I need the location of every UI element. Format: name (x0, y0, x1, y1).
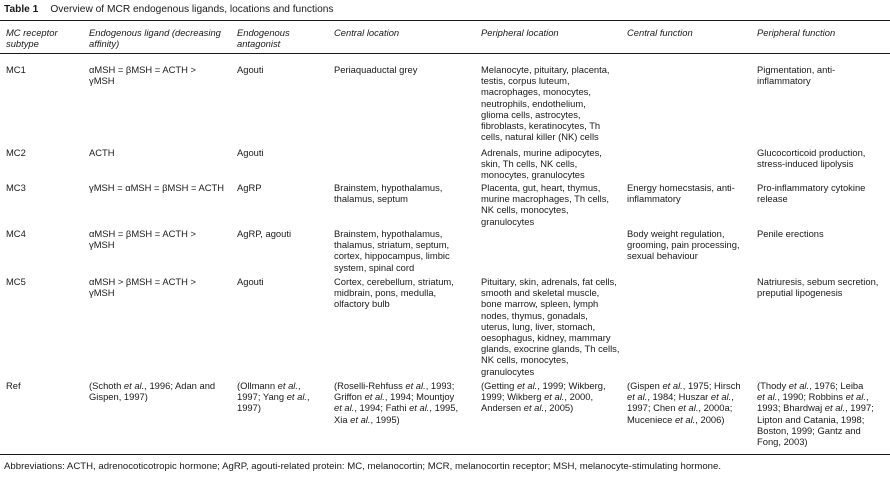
header-antagonist (237, 27, 290, 49)
cell-line: granulocytes (481, 365, 535, 377)
cell-line: Lipton and Catania, 1998; (757, 413, 865, 425)
cell-line: MC1 (6, 64, 26, 75)
cell-receptor (6, 64, 26, 75)
cell-ligand (89, 182, 224, 193)
header-central-location (334, 27, 399, 38)
cell-line: Xia et al., 1995) (334, 413, 400, 425)
cell-line: Endogenous ligand (decreasing (89, 27, 221, 38)
header-central-function (627, 27, 693, 38)
cell-line: γMSH (89, 75, 115, 87)
cell-antagonist (237, 276, 264, 287)
cell-peripheral-location (481, 276, 619, 377)
cell-line: Penile erections (757, 228, 824, 239)
cell-line: Melanocyte, pituitary, placenta, (481, 64, 610, 75)
cell-peripheral-location (481, 380, 606, 414)
cell-line: grooming, pain processing, (627, 239, 740, 251)
cell-peripheral-location (481, 147, 602, 181)
header-rule (0, 53, 890, 54)
cell-line: glioma cells, astrocytes, (481, 108, 581, 120)
cell-peripheral-function (757, 228, 824, 239)
cell-antagonist (237, 228, 291, 239)
header-peripheral-location (481, 27, 559, 38)
cell-central-location (334, 64, 417, 75)
cell-line: et al., 1994; Fathi et al., 1995, (334, 402, 459, 414)
cell-receptor (6, 228, 26, 239)
cell-line: Brainstem, hypothalamus, (334, 182, 443, 193)
cell-line: nodes, thymus, gonadals, (481, 309, 588, 321)
cell-line: granulocytes (481, 215, 535, 227)
cell-receptor (6, 182, 26, 193)
cell-line: midbrain, pons, medulla, (334, 287, 437, 299)
cell-line: fibroblasts, keratinocytes, Th (481, 120, 601, 132)
cell-ligand (89, 380, 215, 402)
cell-line: (Ollmann et al., (237, 380, 301, 391)
cell-line: inflammatory (627, 193, 681, 205)
header-receptor (6, 27, 58, 49)
cell-line: 1997; Chen et al., 2000a; (627, 402, 733, 414)
cell-receptor (6, 380, 21, 391)
cell-line: stress-induced lipolysis (757, 158, 854, 170)
header-peripheral-function (757, 27, 835, 38)
cell-line: macrophages, monocytes, (481, 86, 591, 98)
cell-peripheral-function (757, 147, 865, 169)
cell-line: MC3 (6, 182, 26, 193)
cell-line: antagonist (237, 38, 281, 50)
cell-line: release (757, 193, 788, 205)
cell-line: (Schoth et al., 1996; Adan and (89, 380, 216, 391)
cell-peripheral-location (481, 64, 610, 142)
table-footnote: Abbreviations: ACTH, adrenocoticotropic hormone; AgRP, agouti-related protein: MC, melanocortin; MCR, melanocortin receptor; MSH, melanocyte-stimulating hormone. (4, 461, 722, 472)
cell-line: skin, Th cells, NK cells, (481, 158, 578, 170)
cell-ligand (89, 147, 115, 158)
cell-line: Gispen, 1997) (89, 391, 148, 403)
cell-line: Pigmentation, anti- (757, 64, 836, 75)
cell-line: bone marrow, spleen, lymph (481, 298, 599, 310)
cell-line: Pituitary, skin, adrenals, fat cells, (481, 276, 617, 287)
cell-line: Andersen et al., 2005) (481, 402, 574, 414)
cell-line: Endogenous (237, 27, 290, 38)
cell-line: Glucocorticoid production, (757, 147, 866, 158)
cell-line: MC5 (6, 276, 26, 287)
cell-line: γMSH (89, 239, 115, 251)
cell-line: et al., 1990; Robbins et al., (757, 391, 869, 403)
cell-ligand (89, 64, 196, 86)
bottom-rule (0, 454, 890, 455)
cell-line: Body weight regulation, (627, 228, 725, 239)
cell-line: NK cells, monocytes, (481, 354, 569, 366)
cell-line: thalamus, striatum, septum, (334, 239, 450, 251)
cell-antagonist (237, 147, 264, 158)
cell-line: cortex, hippocampus, limbic (334, 250, 450, 262)
table-number: Table 1 (4, 4, 39, 15)
cell-line: 1999; Wikberg et al., 2000, (481, 391, 594, 403)
cell-line: αMSH > βMSH = ACTH > (89, 276, 196, 287)
cell-line: neutrophils, endothelium, (481, 97, 586, 109)
cell-line: Agouti (237, 276, 264, 287)
cell-line: MC receptor (6, 27, 58, 38)
cell-peripheral-function (757, 182, 865, 204)
cell-peripheral-function (757, 276, 878, 298)
cell-line: affinity) (89, 38, 120, 50)
cell-line: Central location (334, 27, 400, 38)
cell-line: thalamus, septum (334, 193, 408, 205)
cell-line: Agouti (237, 147, 264, 158)
cell-line: uterus, lung, liver, stomach, (481, 320, 596, 332)
cell-line: 1997; Yang et al., (237, 391, 310, 403)
header-ligand (89, 27, 221, 49)
cell-line: 1993; Bhardwaj et al., 1997; (757, 402, 874, 414)
cell-antagonist (237, 380, 310, 414)
cell-central-function (627, 380, 741, 425)
cell-antagonist (237, 64, 264, 75)
table-caption (4, 4, 334, 15)
cell-line: Cortex, cerebellum, striatum, (334, 276, 454, 287)
cell-line: (Roselli-Rehfuss et al., 1993; (334, 380, 455, 391)
cell-ligand (89, 228, 196, 250)
cell-line: AgRP, agouti (237, 228, 292, 239)
cell-line: subtype (6, 38, 39, 50)
cell-line: olfactory bulb (334, 298, 390, 310)
cell-line: Periaquaductal grey (334, 64, 418, 75)
cell-line: testis, corpus luteum, (481, 75, 570, 87)
cell-receptor (6, 276, 26, 287)
cell-line: Natriuresis, sebum secretion, (757, 276, 879, 287)
cell-peripheral-location (481, 182, 609, 227)
cell-line: Peripheral function (757, 27, 836, 38)
cell-line: ACTH (89, 147, 115, 158)
cell-line: 1997) (237, 402, 261, 414)
cell-ligand (89, 276, 196, 298)
cell-line: NK cells, monocytes, (481, 204, 569, 216)
cell-peripheral-function (757, 380, 874, 447)
table-title: Overview of MCR endogenous ligands, locations and functions (50, 4, 334, 15)
cell-central-location (334, 276, 454, 310)
cell-line: Brainstem, hypothalamus, (334, 228, 443, 239)
cell-line: cells, natural killer (NK) cells (481, 131, 599, 143)
cell-line: AgRP (237, 182, 262, 193)
cell-line: Adrenals, murine adipocytes, (481, 147, 602, 158)
cell-line: MC4 (6, 228, 26, 239)
cell-line: oesophagus, kidney, mammary (481, 332, 611, 344)
cell-line: glands, exocrine glands, Th cells, (481, 343, 620, 355)
cell-line: monocytes, granulocytes (481, 169, 585, 181)
cell-line: αMSH = βMSH = ACTH > (89, 64, 196, 75)
cell-central-function (627, 228, 740, 262)
cell-line: Griffon et al., 1994; Mountjoy (334, 391, 455, 403)
cell-line: Fong, 2003) (757, 436, 808, 448)
cell-line: γMSH (89, 287, 115, 299)
cell-central-function (627, 182, 735, 204)
cell-line: Placenta, gut, heart, thymus, (481, 182, 601, 193)
cell-line: murine macrophages, Th cells, (481, 193, 610, 205)
cell-line: Energy homecstasis, anti- (627, 182, 735, 193)
cell-line: αMSH = βMSH = ACTH > (89, 228, 196, 239)
cell-line: sexual behaviour (627, 250, 698, 262)
cell-line: Agouti (237, 64, 264, 75)
cell-receptor (6, 147, 26, 158)
cell-line: Ref (6, 380, 21, 391)
cell-line: Peripheral location (481, 27, 559, 38)
cell-line: (Gispen et al., 1975; Hirsch (627, 380, 741, 391)
cell-line: Muceniece et al., 2006) (627, 413, 725, 425)
cell-line: smooth and skeletal muscle, (481, 287, 600, 299)
cell-line: system, spinal cord (334, 261, 415, 273)
cell-line: inflammatory (757, 75, 811, 87)
cell-central-location (334, 380, 458, 425)
cell-line: MC2 (6, 147, 26, 158)
cell-line: preputial lipogenesis (757, 287, 843, 299)
cell-line: Pro-inflammatory cytokine (757, 182, 866, 193)
cell-central-location (334, 182, 442, 204)
cell-line: et al., 1984; Huszar et al., (627, 391, 734, 403)
cell-antagonist (237, 182, 262, 193)
cell-central-location (334, 228, 450, 273)
cell-line: Boston, 1999; Gantz and (757, 424, 861, 436)
top-rule (0, 20, 890, 21)
cell-line: (Getting et al., 1999; Wikberg, (481, 380, 606, 391)
cell-line: γMSH = αMSH = βMSH = ACTH (89, 182, 225, 193)
cell-line: (Thody et al., 1976; Leiba (757, 380, 864, 391)
cell-line: Central function (627, 27, 693, 38)
cell-peripheral-function (757, 64, 835, 86)
